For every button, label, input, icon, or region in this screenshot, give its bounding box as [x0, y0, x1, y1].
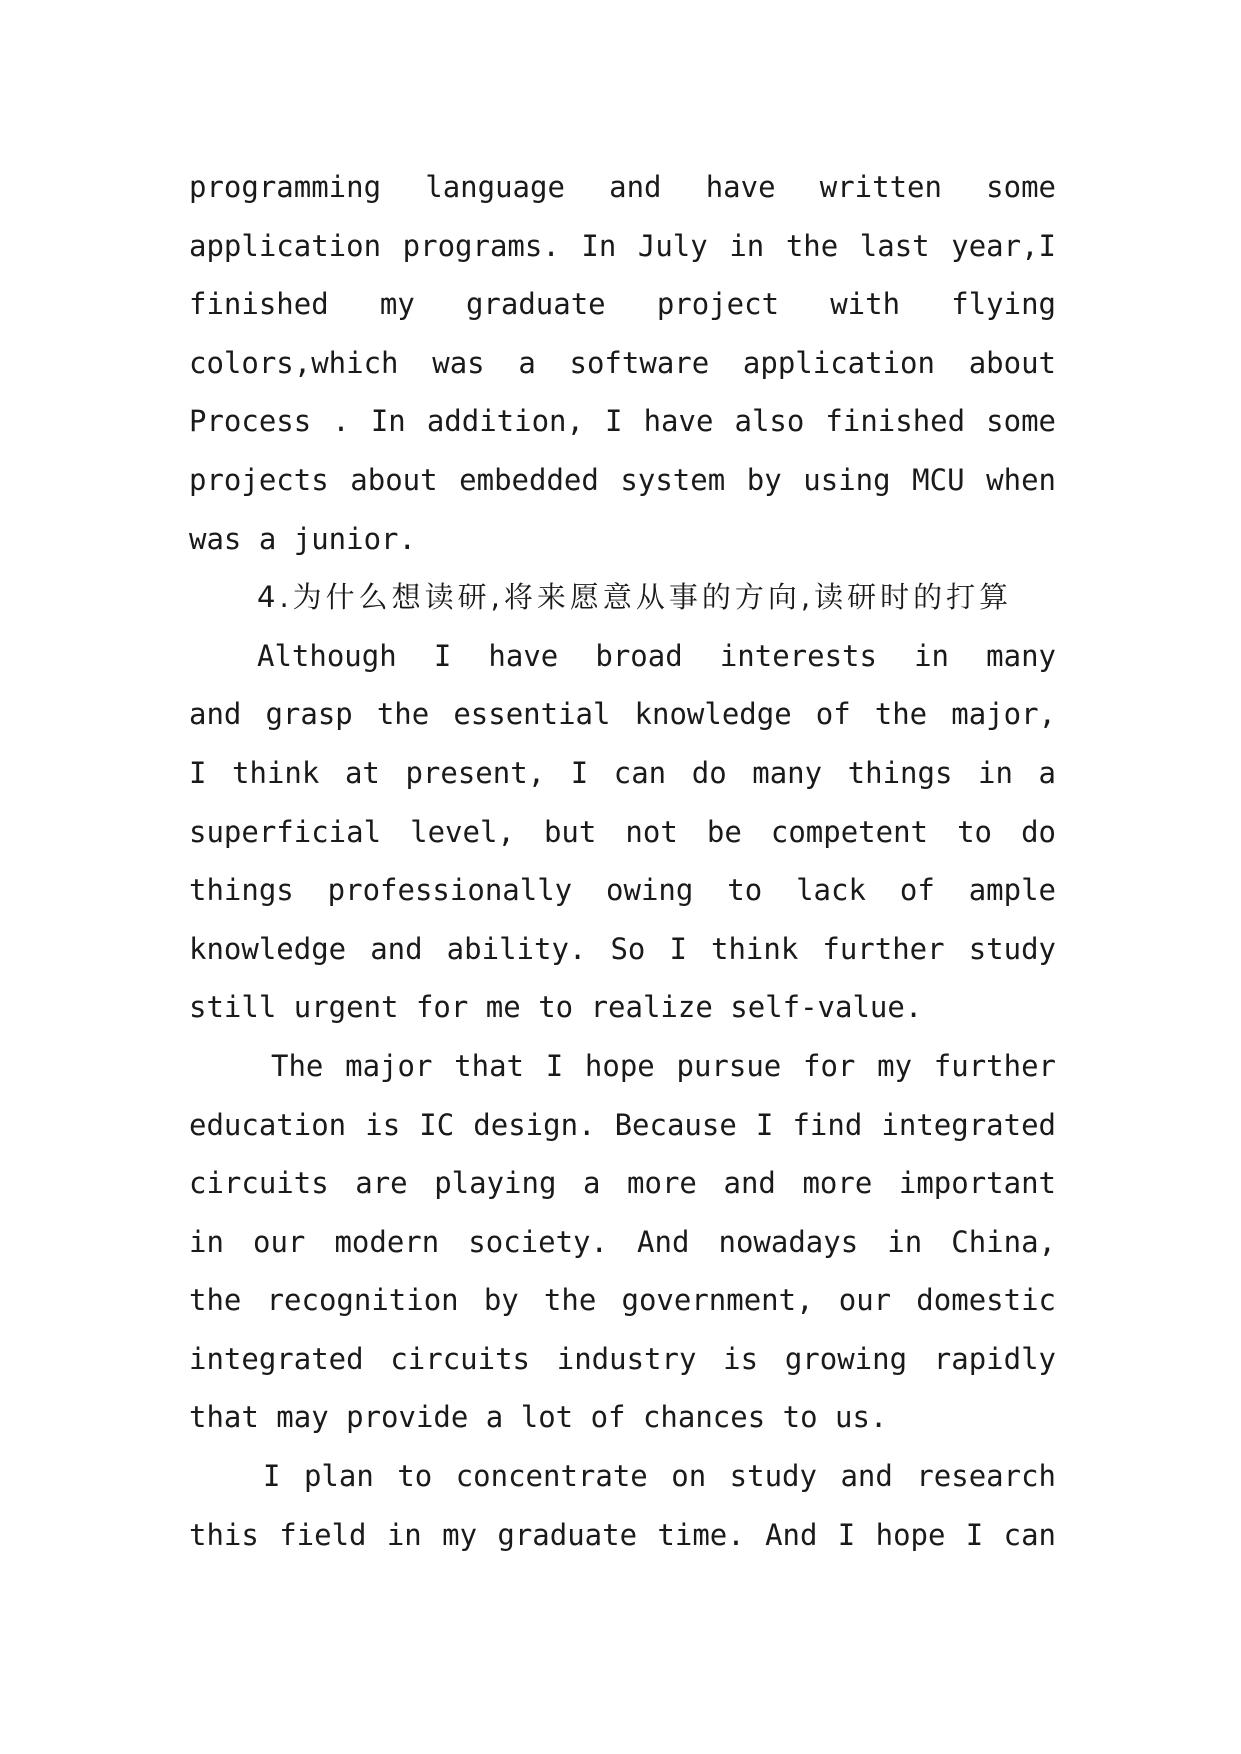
- text-line: this field in my graduate time. And I hope I can: [189, 1517, 1056, 1552]
- text-line: and grasp the essential knowledge of the major,: [189, 697, 1056, 732]
- section-heading: 4.为什么想读研,将来愿意从事的方向,读研时的打算: [257, 580, 1013, 615]
- text-line: things professionally owing to lack of ample: [189, 873, 1056, 908]
- text-line: that may provide a lot of chances to us.: [189, 1400, 888, 1435]
- text-line: colors,which was a software application about: [189, 345, 1056, 380]
- text-line: superficial level, but not be competent to do: [189, 814, 1056, 849]
- text-line: application programs. In July in the last year,I: [189, 228, 1056, 263]
- text-line: Process . In addition, I have also finished some: [189, 404, 1056, 439]
- text-line: finished my graduate project with flying: [189, 287, 1056, 322]
- text-line: the recognition by the government, our domestic: [189, 1283, 1056, 1318]
- text-line: was a junior.: [189, 521, 416, 556]
- text-line: integrated circuits industry is growing rapidly: [189, 1341, 1056, 1376]
- text-line: still urgent for me to realize self-value.: [189, 990, 923, 1025]
- text-line: circuits are playing a more and more important: [189, 1166, 1056, 1201]
- text-line: programming language and have written some: [189, 170, 1056, 204]
- text-line: The major that I hope pursue for my further: [271, 1048, 1056, 1083]
- text-line: projects about embedded system by using MCU when: [189, 462, 1056, 497]
- text-line: Although I have broad interests in many: [257, 638, 1056, 673]
- text-line: I plan to concentrate on study and research: [263, 1459, 1056, 1494]
- text-line: I think at present, I can do many things in a: [189, 755, 1056, 790]
- text-line: education is IC design. Because I find integrated: [189, 1107, 1056, 1142]
- text-line: in our modern society. And nowadays in China,: [189, 1224, 1056, 1259]
- document-body: [189, 158, 1056, 1564]
- text-line: knowledge and ability. So I think further study: [189, 931, 1056, 966]
